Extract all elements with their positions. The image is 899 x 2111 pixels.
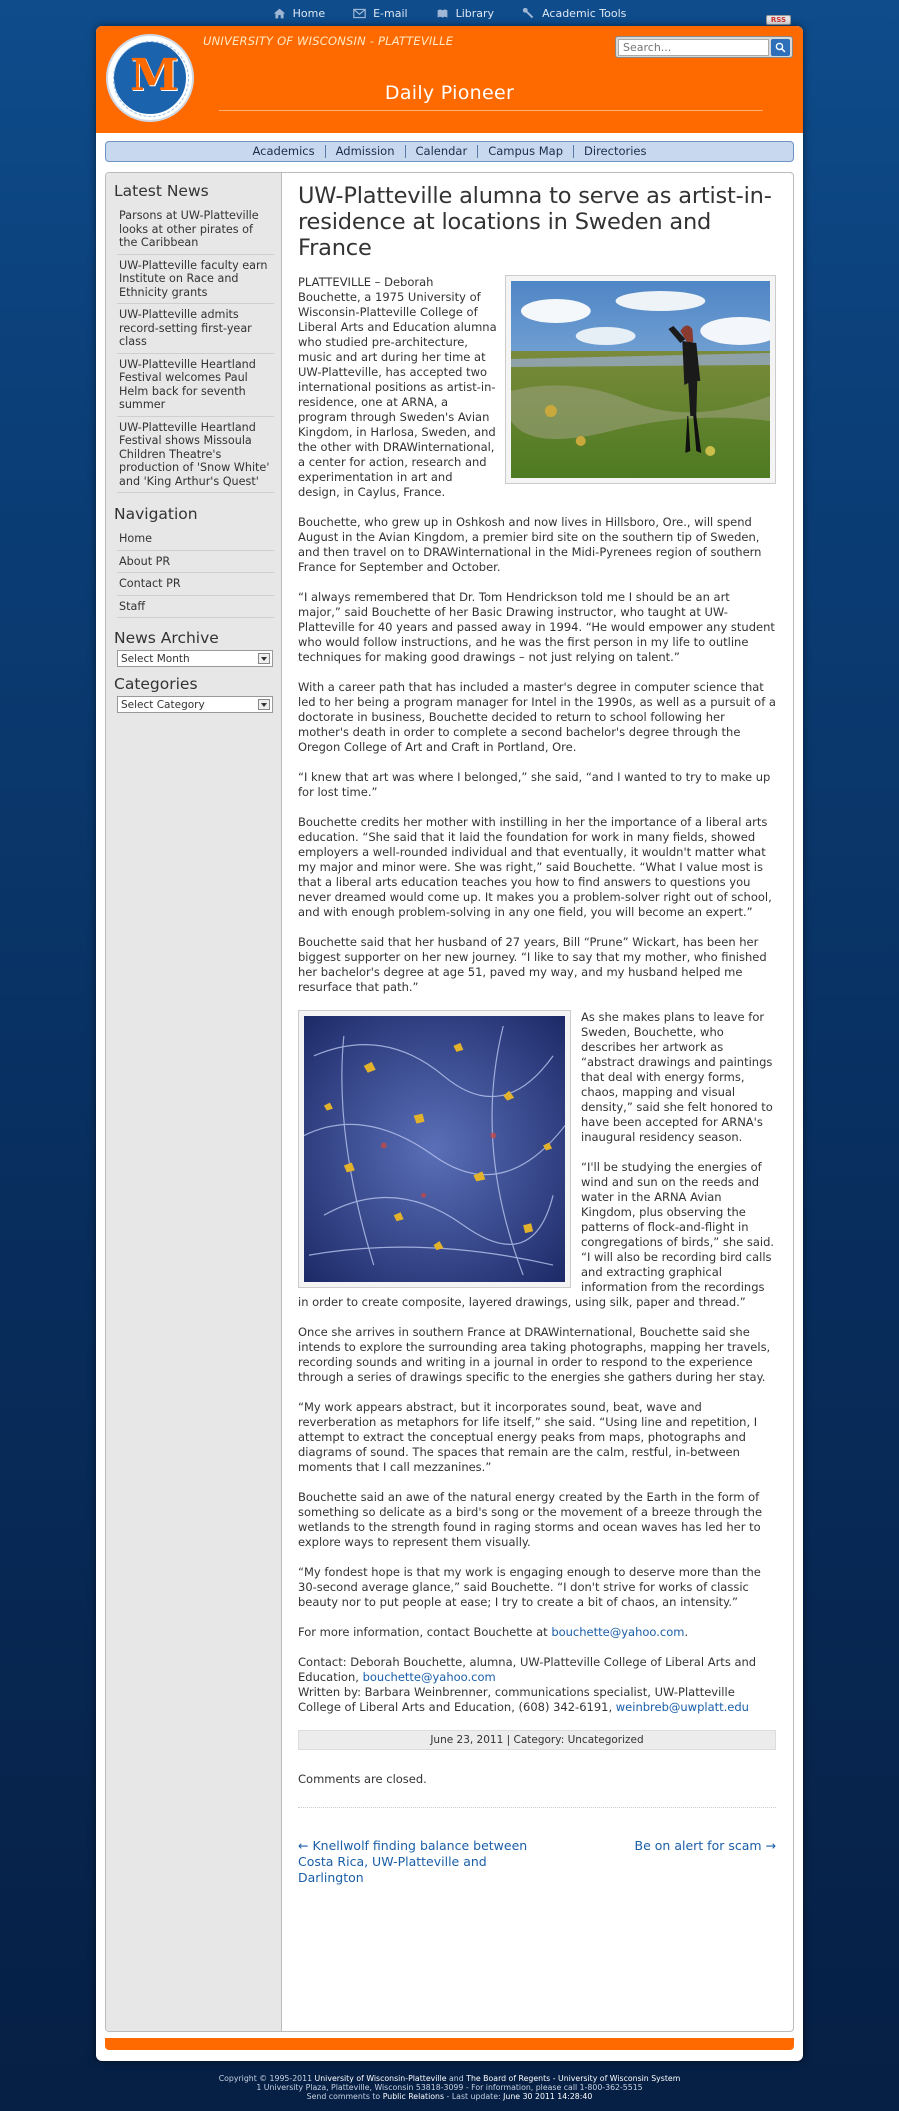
more-info-email-link[interactable]: bouchette@yahoo.com bbox=[551, 1625, 685, 1639]
topnav-library[interactable] bbox=[436, 7, 494, 20]
public-relations-link[interactable]: Public Relations bbox=[382, 2092, 445, 2101]
site-footer bbox=[0, 2074, 899, 2101]
artist-photo[interactable] bbox=[505, 275, 776, 484]
latest-news-item[interactable]: Parsons at UW-Platteville looks at other pirates of the Caribbean bbox=[117, 205, 274, 255]
copyright-line bbox=[0, 2074, 899, 2083]
article-paragraph: Once she arrives in southern France at DRAWinternational, Bouchette said she intends to explore the surrounding area taking photographs, mapping her travels, recording sounds and writing in a journal in order to respond to the experience through a series of drawings specific to the energies she gathers during her stay. bbox=[298, 1325, 771, 1384]
university-seal-logo[interactable] bbox=[106, 34, 194, 122]
topnav-academic-tools-label: Academic Tools bbox=[542, 6, 627, 20]
navigation-list bbox=[117, 528, 274, 618]
university-name[interactable]: UNIVERSITY OF WISCONSIN - PLATTEVILLE bbox=[203, 34, 454, 48]
latest-news-item[interactable]: UW-Platteville Heartland Festival welcomes Paul Helm back for seventh summer bbox=[117, 354, 274, 417]
divider bbox=[298, 1807, 776, 1808]
archive-select-value: Select Month bbox=[121, 652, 190, 665]
header-divider bbox=[219, 110, 763, 111]
artwork-image[interactable] bbox=[298, 1010, 571, 1288]
sidebar bbox=[106, 173, 282, 2031]
send-comments-text: Send comments to bbox=[306, 2092, 383, 2101]
topnav-academic-tools[interactable] bbox=[522, 7, 626, 20]
latest-news-item[interactable]: UW-Platteville faculty earn Institute on Race and Ethnicity grants bbox=[117, 255, 274, 305]
topnav-email-label: E-mail bbox=[373, 6, 408, 20]
next-post-link[interactable]: Be on alert for scam → bbox=[634, 1838, 776, 1853]
article bbox=[298, 173, 776, 1886]
author-email-link[interactable]: weinbreb@uwplatt.edu bbox=[615, 1700, 749, 1714]
article-paragraph: “I always remembered that Dr. Tom Hendrickson told me I should be an art major,” said Bouchette of her Basic Drawing instructor, who taught at UW-Platteville for 40 years and passed away in 1994. “He would empower any student who would follow instructions, and he was the first person in my life to outline techniques for making good drawings – not just relying on talent.” bbox=[298, 590, 775, 664]
last-update-label: - Last update: bbox=[444, 2092, 504, 2101]
nav-academics[interactable]: Academics bbox=[243, 145, 326, 158]
contact-line bbox=[298, 1655, 776, 1685]
article-paragraph: Bouchette said an awe of the natural energy created by the Earth in the form of something so delicate as a bird's song or the movement of a breeze through the wetlands to the strength found in raging storms and ocean waves has led her to explore ways to represent them visually. bbox=[298, 1490, 763, 1549]
article-paragraph: “I knew that art was where I belonged,” she said, “and I wanted to try to make up for lost time.” bbox=[298, 770, 771, 799]
topnav-home-label: Home bbox=[292, 6, 326, 20]
tools-icon bbox=[522, 7, 535, 20]
last-update-date: June 30 2011 14:28:40 bbox=[503, 2092, 593, 2101]
and-text: and bbox=[446, 2074, 467, 2083]
home-icon bbox=[273, 7, 286, 20]
categories-heading: Categories bbox=[114, 675, 198, 693]
search-icon bbox=[775, 42, 786, 53]
regents-link[interactable]: The Board of Regents - University of Wisconsin System bbox=[466, 2074, 681, 2083]
article-paragraph: “My fondest hope is that my work is engaging enough to deserve more than the 30-second average glance,” said Bouchette. “I don't strive for works of classic beauty nor to put people at ease; I try to create a bit of chaos, an intensity.” bbox=[298, 1565, 761, 1609]
library-icon bbox=[436, 7, 449, 20]
nav-calendar[interactable]: Calendar bbox=[406, 145, 479, 158]
category-label: Category: bbox=[513, 1734, 565, 1746]
comments-closed: Comments are closed. bbox=[298, 1772, 427, 1786]
content-area bbox=[105, 172, 794, 2032]
footer-band bbox=[105, 2038, 794, 2050]
post-date: June 23, 2011 bbox=[430, 1734, 504, 1746]
category-select-value: Select Category bbox=[121, 698, 205, 711]
search-button[interactable] bbox=[771, 39, 790, 56]
contact-text: Contact: Deborah Bouchette, alumna, UW-Platteville College of Liberal Arts and Education, bbox=[298, 1655, 757, 1684]
more-info: For more information, contact Bouchette at bouchette@yahoo.com. bbox=[298, 1625, 689, 1639]
search-input[interactable] bbox=[618, 39, 769, 56]
artist-photo-image bbox=[511, 281, 770, 478]
article-paragraph: As she makes plans to leave for Sweden, Bouchette, who describes her artwork as “abstract drawings and paintings that deal with energy forms, chaos, mapping and visual density,” said she felt honored to have been accepted for ARNA's inaugural residency season. bbox=[581, 1010, 773, 1144]
navigation-heading: Navigation bbox=[114, 505, 198, 523]
sidebar-nav-home[interactable]: Home bbox=[117, 528, 274, 551]
article-paragraph: “I'll be studying the energies of wind and sun on the reeds and water in the ARNA Avian Kingdom, plus observing the patterns of flock-and-flight in congregations of birds,” she said. “I will also be recording bird calls and extracting graphical information from the recordings in order to create composite, layered drawings, using silk, paper and thread.” bbox=[298, 1160, 775, 1309]
top-utility-bar bbox=[0, 0, 899, 26]
previous-post-link[interactable]: ← Knellwolf finding balance between Costa Rica, UW-Platteville and Darlington bbox=[298, 1838, 528, 1885]
latest-news-item[interactable]: UW-Platteville Heartland Festival shows Missoula Children Theatre's production of 'Snow White' and 'King Arthur's Quest' bbox=[117, 417, 274, 494]
category-select[interactable] bbox=[117, 696, 273, 713]
archive-month-select[interactable] bbox=[117, 650, 273, 667]
written-by-line bbox=[298, 1685, 776, 1715]
nav-directories[interactable]: Directories bbox=[584, 144, 647, 158]
sidebar-nav-about-pr[interactable]: About PR bbox=[117, 551, 274, 574]
abstract-artwork-image bbox=[304, 1016, 565, 1282]
seal-letter: M bbox=[130, 50, 179, 101]
address-line: 1 University Plaza, Platteville, Wisconsin 53818-3099 - For information, please call 1-800-362-5515 bbox=[256, 2083, 643, 2092]
nav-admission[interactable]: Admission bbox=[326, 145, 406, 158]
article-paragraph: Bouchette, who grew up in Oshkosh and now lives in Hillsboro, Ore., will spend August in the Avian Kingdom, a premier bird site on the southern tip of Sweden, and then travel on to DRAWinternational in the Midi-Pyrenees region of southern France for September and October. bbox=[298, 515, 762, 574]
topnav-email[interactable] bbox=[353, 7, 408, 20]
article-paragraph: Bouchette said that her husband of 27 years, Bill “Prune” Wickart, has been her biggest supporter on her new journey. “I like to say that my mother, who finished her bachelor's degree at age 51, paved my way, and my husband helped me resurface that path.” bbox=[298, 935, 767, 994]
site-header bbox=[96, 26, 803, 133]
copyright-text: Copyright © 1995-2011 bbox=[218, 2074, 315, 2083]
post-navigation bbox=[298, 1838, 776, 1886]
category-link[interactable]: Uncategorized bbox=[567, 1734, 644, 1746]
latest-news-item[interactable]: UW-Platteville admits record-setting first-year class bbox=[117, 304, 274, 354]
sidebar-nav-staff[interactable]: Staff bbox=[117, 596, 274, 619]
mail-icon bbox=[353, 7, 366, 20]
topnav-home[interactable] bbox=[273, 7, 325, 20]
page-wrapper bbox=[96, 26, 803, 2061]
latest-news-heading: Latest News bbox=[114, 182, 209, 200]
nav-campus-map[interactable]: Campus Map bbox=[478, 145, 574, 158]
written-by-text: Written by: Barbara Weinbrenner, communications specialist, UW-Platteville College of Liberal Arts and Education, (608) 342-6191, bbox=[298, 1685, 735, 1714]
article-paragraph: With a career path that has included a master's degree in computer science that led to her being a program manager for Intel in the 1990s, as well as a pursuit of a doctorate in business, Bouchette decided to return to school following her mother's death in order to complete a second bachelor's degree through the Oregon College of Art and Craft in Portland, Ore. bbox=[298, 680, 776, 754]
comments-line bbox=[0, 2092, 899, 2101]
uwp-link[interactable]: University of Wisconsin-Platteville bbox=[314, 2074, 447, 2083]
article-title: UW-Platteville alumna to serve as artist-in-residence at locations in Sweden and France bbox=[298, 183, 772, 261]
search-box bbox=[615, 36, 793, 58]
latest-news-list bbox=[117, 205, 274, 493]
site-title[interactable]: Daily Pioneer bbox=[384, 82, 515, 104]
article-paragraph: PLATTEVILLE – Deborah Bouchette, a 1975 University of Wisconsin-Platteville College of Liberal Arts and Education alumna who studied pre-architecture, music and art during her time at UW-Platteville, has accepted two international positions as artist-in-residence, one at ARNA, a program through Sweden's Avian Kingdom, in Harlosa, Sweden, and the other with DRAWinternational, a center for action, research and experimentation in art and design, in Caylus, France. bbox=[298, 275, 497, 499]
chevron-down-icon bbox=[258, 653, 270, 664]
article-paragraph: Bouchette credits her mother with instilling in her the importance of a liberal arts education. “She said that it laid the foundation for work in many fields, showed employers a well-rounded individual and that eventually, it wouldn't matter what my major and minor were. She was right,” said Bouchette. “What I value most is that a liberal arts education teaches you how to find answers to questions you never dreamed would come up. It makes you a problem-solver right out of school, and with enough problem-solving in any one field, you will become an expert.” bbox=[298, 815, 772, 919]
post-meta: June 23, 2011 | Category: Uncategorized bbox=[298, 1730, 776, 1750]
contact-email-link[interactable]: bouchette@yahoo.com bbox=[362, 1670, 496, 1684]
article-paragraph: “My work appears abstract, but it incorporates sound, beat, wave and reverberation as metaphors for life itself,” she said. “Using line and repetition, I attempt to extract the conceptual energy peaks from maps, photographs and diagrams of sound. The spaces that remain are the calm, restful, in-between moments that I call mezzanines.” bbox=[298, 1400, 758, 1474]
main-nav bbox=[105, 141, 794, 162]
topnav-library-label: Library bbox=[455, 6, 495, 20]
rss-badge[interactable]: RSS bbox=[766, 15, 791, 25]
news-archive-heading: News Archive bbox=[114, 629, 219, 647]
sidebar-nav-contact-pr[interactable]: Contact PR bbox=[117, 573, 274, 596]
more-info-text: For more information, contact Bouchette at bbox=[298, 1625, 552, 1639]
chevron-down-icon bbox=[258, 699, 270, 710]
